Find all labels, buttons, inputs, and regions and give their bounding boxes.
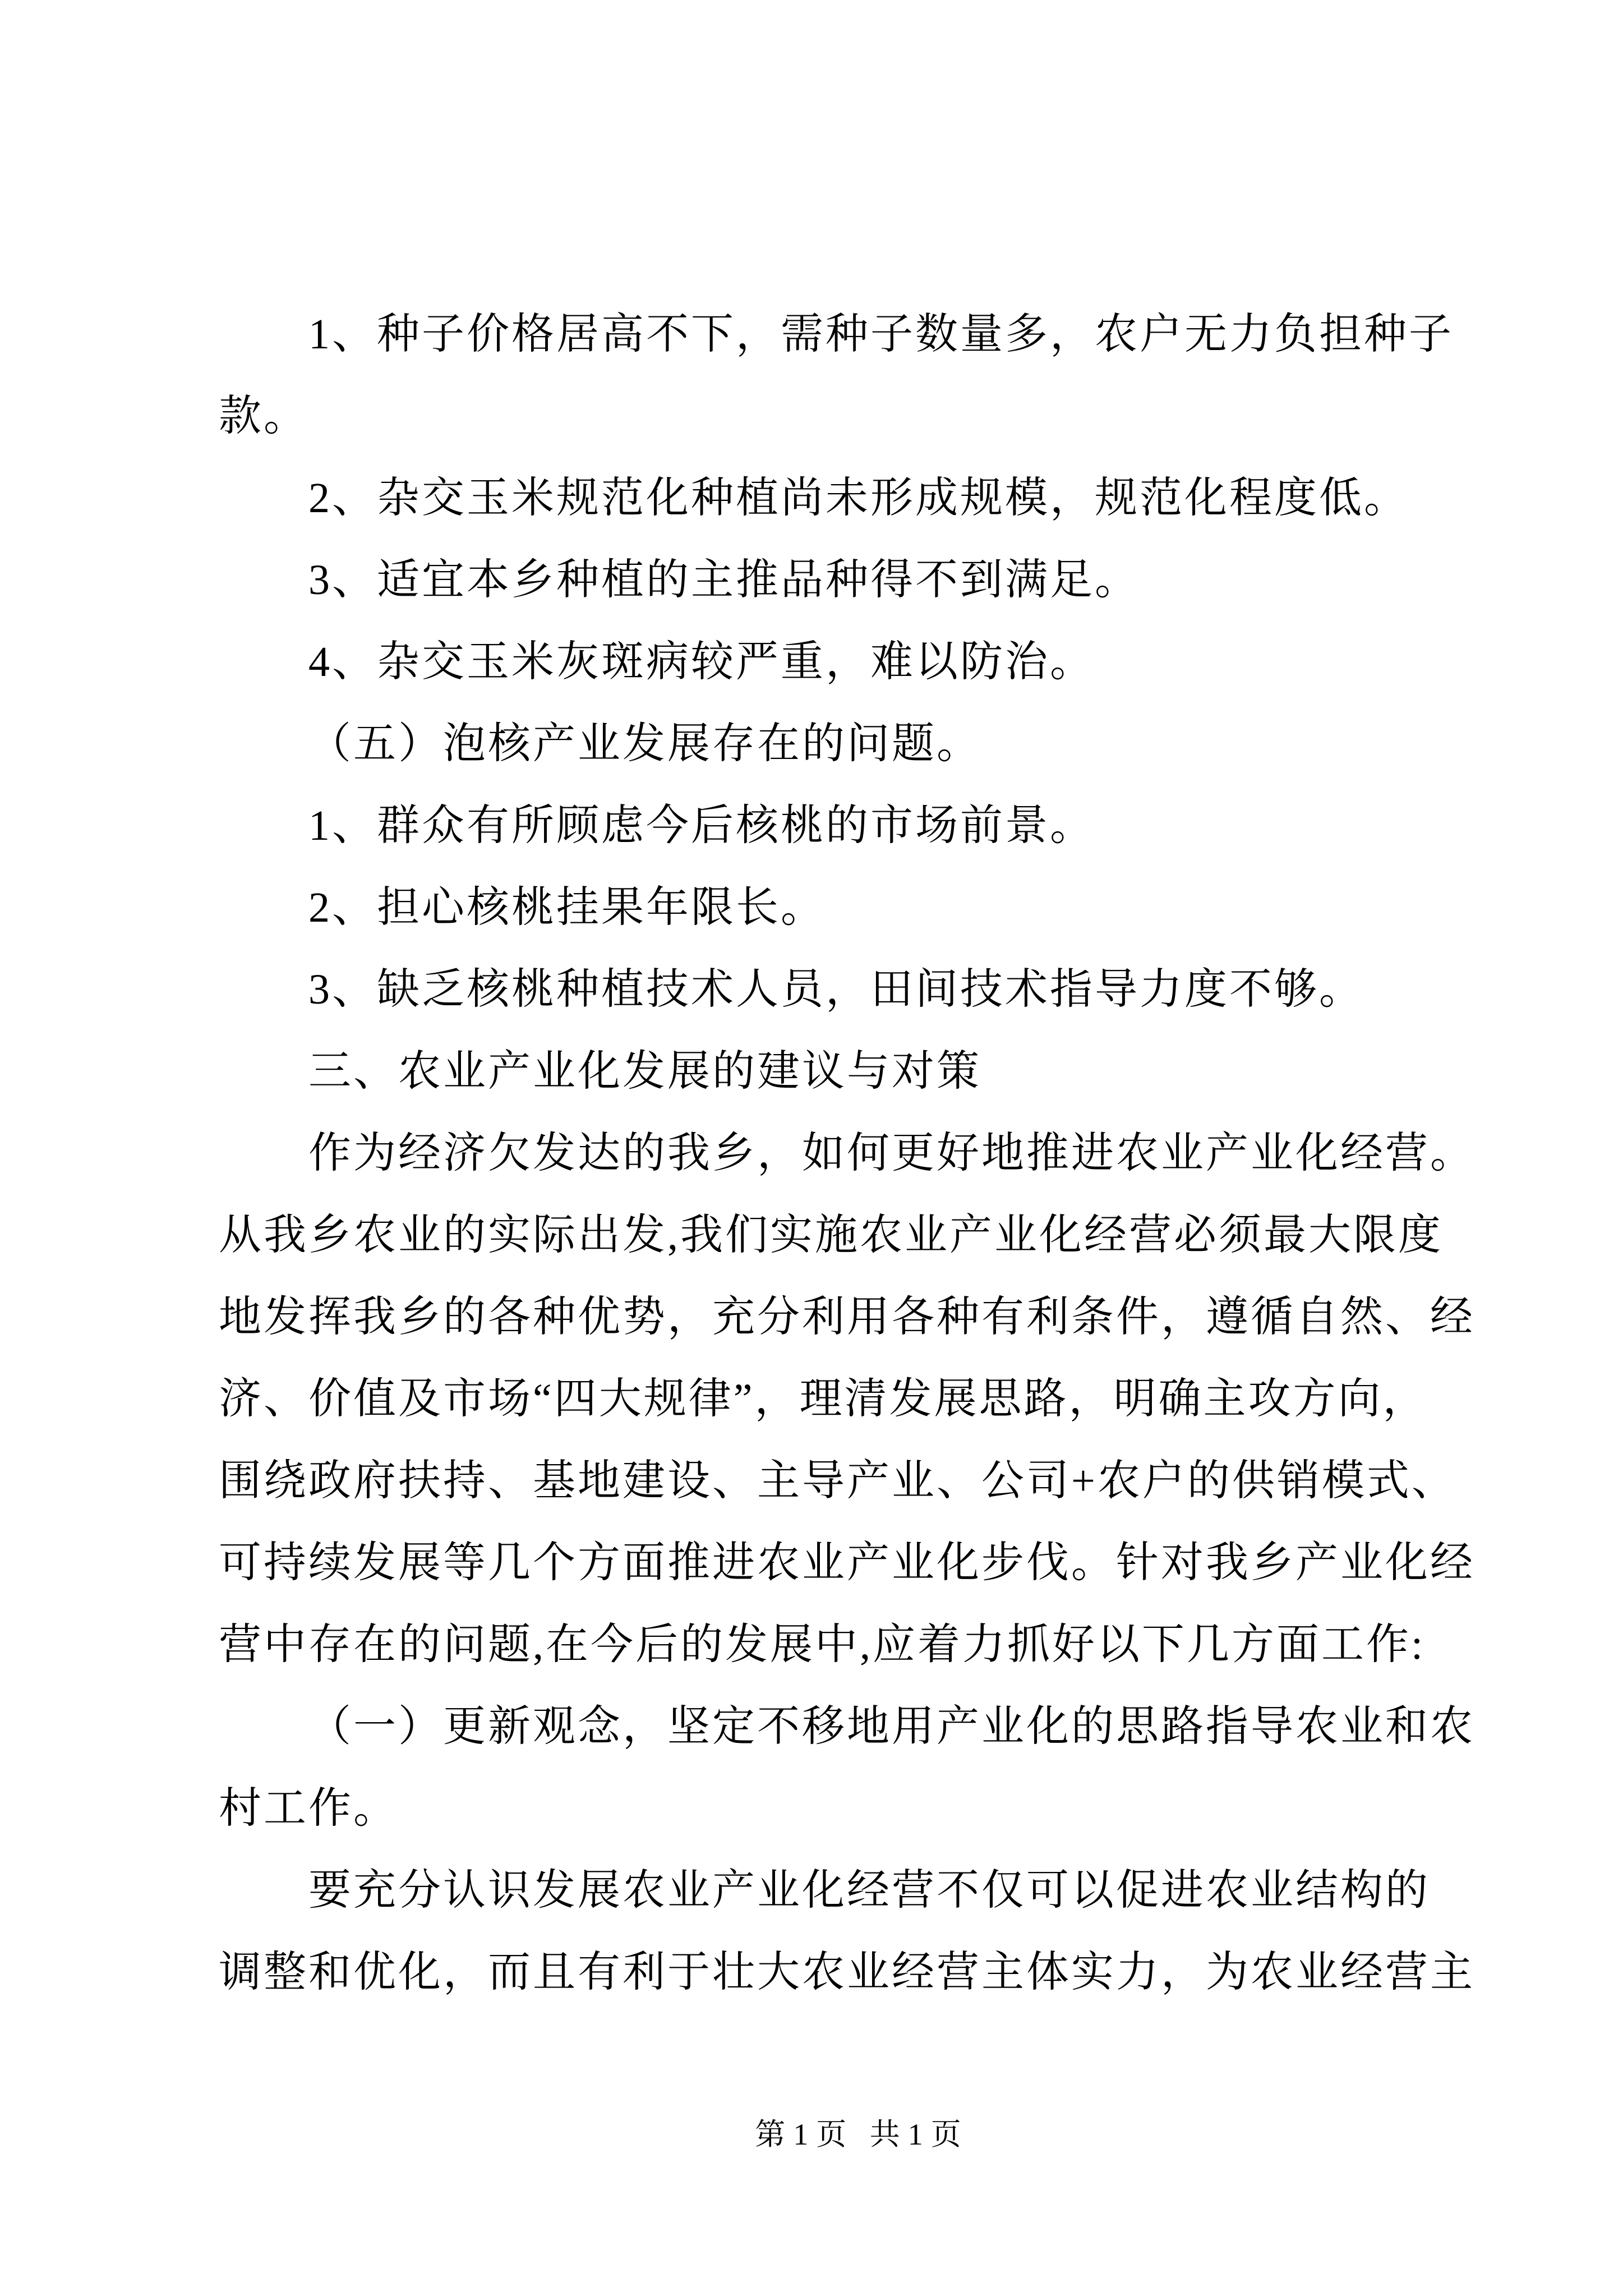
page-number-indicator: 第1页 共1页	[755, 2118, 969, 2151]
document-line: 要充分认识发展农业产业化经营不仅可以促进农业结构的	[308, 1867, 1430, 1914]
document-line: 2、杂交玉米规范化种植尚未形成规模，规范化程度低。	[308, 475, 1409, 522]
document-line: 3、适宜本乡种植的主推品种得不到满足。	[308, 556, 1140, 604]
document-line: 村工作。	[219, 1785, 398, 1832]
document-line: 地发挥我乡的各种优势，充分利用各种有利条件，遵循自然、经	[219, 1294, 1475, 1341]
document-line: 围绕政府扶持、基地建设、主导产业、公司+农户的供销模式、	[219, 1457, 1456, 1504]
document-line: 调整和优化，而且有利于壮大农业经营主体实力，为农业经营主	[219, 1949, 1475, 1996]
document-line: （一）更新观念，坚定不移地用产业化的思路指导农业和农	[308, 1703, 1475, 1750]
document-line: 1、种子价格居高不下，需种子数量多，农户无力负担种子	[308, 311, 1454, 358]
document-line: 作为经济欠发达的我乡，如何更好地推进农业产业化经营。	[308, 1130, 1475, 1177]
document-line: 款。	[219, 393, 308, 440]
document-line: （五）泡核产业发展存在的问题。	[308, 720, 981, 767]
page-footer	[50, 2118, 1623, 2151]
document-line: 济、价值及市场“四大规律”，理清发展思路，明确主攻方向，	[219, 1375, 1428, 1423]
document-line: 1、群众有所顾虑今后核桃的市场前景。	[308, 802, 1095, 849]
document-line: 三、农业产业化发展的建议与对策	[308, 1048, 981, 1095]
document-line: 可持续发展等几个方面推进农业产业化步伐。针对我乡产业化经	[219, 1539, 1475, 1586]
document-line: 3、缺乏核桃种植技术人员，田间技术指导力度不够。	[308, 966, 1364, 1013]
document-line: 营中存在的问题,在今后的发展中,应着力抓好以下几方面工作:	[219, 1621, 1426, 1668]
document-line: 4、杂交玉米灰斑病较严重，难以防治。	[308, 638, 1095, 685]
document-line: 从我乡农业的实际出发,我们实施农业产业化经营必须最大限度	[219, 1212, 1443, 1259]
document-body	[219, 293, 1475, 2013]
document-line: 2、担心核桃挂果年限长。	[308, 884, 826, 931]
